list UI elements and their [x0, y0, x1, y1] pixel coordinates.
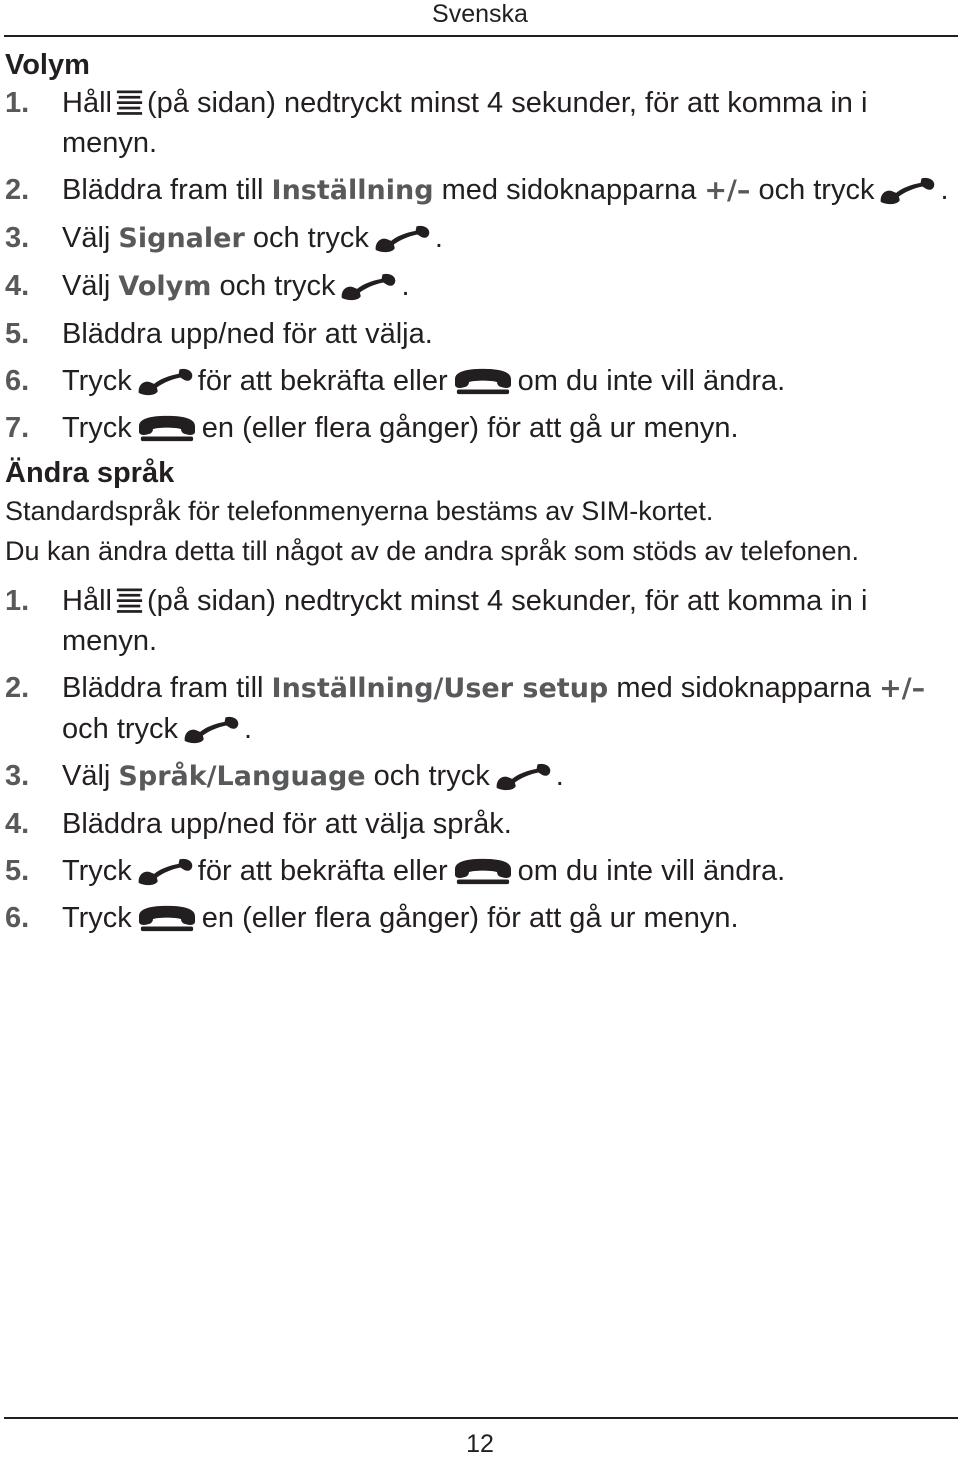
end-call-handset-icon	[136, 415, 198, 443]
step-text: för att bekräfta eller	[197, 855, 448, 887]
step-text: (på sidan) nedtryckt minst 4 sekunder, för att komma in i menyn.	[62, 585, 868, 657]
step-number: 3.	[5, 222, 30, 254]
step-number: 5.	[5, 855, 30, 887]
step-number: 7.	[5, 412, 30, 444]
call-handset-icon	[339, 273, 397, 301]
step-number: 3.	[5, 760, 30, 792]
language-heading: Ändra språk	[5, 457, 175, 489]
language-intro-2: Du kan ändra detta till något av de andra språk som stöds av telefonen.	[5, 536, 860, 566]
step-text: Bläddra fram till	[62, 672, 264, 704]
step-text: .	[434, 222, 443, 254]
step-text: och tryck	[373, 760, 490, 792]
language-step-4	[5, 804, 950, 844]
call-handset-icon	[494, 763, 552, 791]
step-text: och tryck	[252, 222, 369, 254]
language-step-3	[5, 756, 950, 797]
step-text: .	[555, 760, 564, 792]
menu-lines-icon	[116, 88, 143, 120]
step-text: med sidoknapparna	[441, 174, 697, 206]
step-text: .	[940, 174, 949, 206]
language-steps	[5, 581, 950, 938]
step-text: Bläddra upp/ned för att välja språk.	[62, 808, 512, 840]
step-text: Bläddra upp/ned för att välja.	[62, 318, 433, 350]
step-text: och tryck	[219, 270, 336, 302]
step-text: Tryck	[62, 855, 132, 887]
step-text: Tryck	[62, 412, 132, 444]
call-handset-icon	[373, 225, 431, 253]
end-call-handset-icon	[452, 368, 514, 396]
step-text: Välj	[62, 222, 111, 254]
call-handset-icon	[182, 716, 240, 744]
step-text: Håll	[62, 87, 112, 119]
menu-lines-icon	[116, 586, 143, 618]
menu-keyword: Inställning/User setup	[271, 673, 609, 704]
step-text: om du inte vill ändra.	[517, 855, 786, 887]
menu-keyword: Volym	[118, 271, 212, 302]
step-text: Håll	[62, 585, 112, 617]
step-text: Bläddra fram till	[62, 174, 264, 206]
step-text: Välj	[62, 760, 111, 792]
volume-step-1	[5, 83, 950, 163]
page-header-title: Svenska	[432, 0, 528, 28]
step-text: (på sidan) nedtryckt minst 4 sekunder, för att komma in i menyn.	[62, 87, 868, 159]
step-text: en (eller flera gånger) för att gå ur menyn.	[201, 412, 739, 444]
step-text: .	[401, 270, 410, 302]
volume-step-7	[5, 408, 950, 448]
step-number: 1.	[5, 585, 30, 617]
volume-step-5	[5, 314, 950, 354]
page-content	[5, 47, 950, 945]
volume-heading: Volym	[5, 49, 90, 81]
call-handset-icon	[878, 177, 936, 205]
step-number: 5.	[5, 318, 30, 350]
step-text: om du inte vill ändra.	[517, 365, 786, 397]
step-text: och tryck	[62, 713, 179, 745]
page-number: 12	[466, 1430, 494, 1458]
step-number: 2.	[5, 174, 30, 206]
step-text: Välj	[62, 270, 111, 302]
language-intro-1: Standardspråk för telefonmenyerna bestäms av SIM-kortet.	[5, 496, 714, 526]
menu-keyword: Språk/Language	[118, 761, 366, 792]
call-handset-icon	[136, 368, 194, 396]
step-text: med sidoknapparna	[616, 672, 872, 704]
step-number: 6.	[5, 365, 30, 397]
language-step-6	[5, 898, 950, 938]
menu-keyword: Signaler	[118, 223, 245, 254]
footer-divider	[4, 1417, 958, 1419]
volume-step-6	[5, 361, 950, 401]
volume-steps	[5, 83, 950, 448]
step-number: 6.	[5, 902, 30, 934]
step-number: 1.	[5, 87, 30, 119]
volume-step-3	[5, 218, 950, 259]
volume-step-4	[5, 266, 950, 307]
end-call-handset-icon	[136, 905, 198, 933]
step-text: för att bekräfta eller	[197, 365, 448, 397]
end-call-handset-icon	[452, 858, 514, 886]
call-handset-icon	[136, 858, 194, 886]
language-step-1	[5, 581, 950, 661]
step-number: 2.	[5, 672, 30, 704]
step-text: och tryck	[758, 174, 875, 206]
volume-step-2	[5, 170, 950, 211]
language-step-5	[5, 851, 950, 891]
plus-minus-keys: +/–	[704, 175, 751, 206]
step-number: 4.	[5, 808, 30, 840]
menu-keyword: Inställning	[271, 175, 434, 206]
step-text: Tryck	[62, 902, 132, 934]
step-text: .	[244, 713, 253, 745]
language-step-2	[5, 668, 950, 749]
step-number: 4.	[5, 270, 30, 302]
step-text: Tryck	[62, 365, 132, 397]
plus-minus-keys: +/–	[879, 673, 926, 704]
header-divider	[4, 35, 958, 37]
step-text: en (eller flera gånger) för att gå ur menyn.	[201, 902, 739, 934]
